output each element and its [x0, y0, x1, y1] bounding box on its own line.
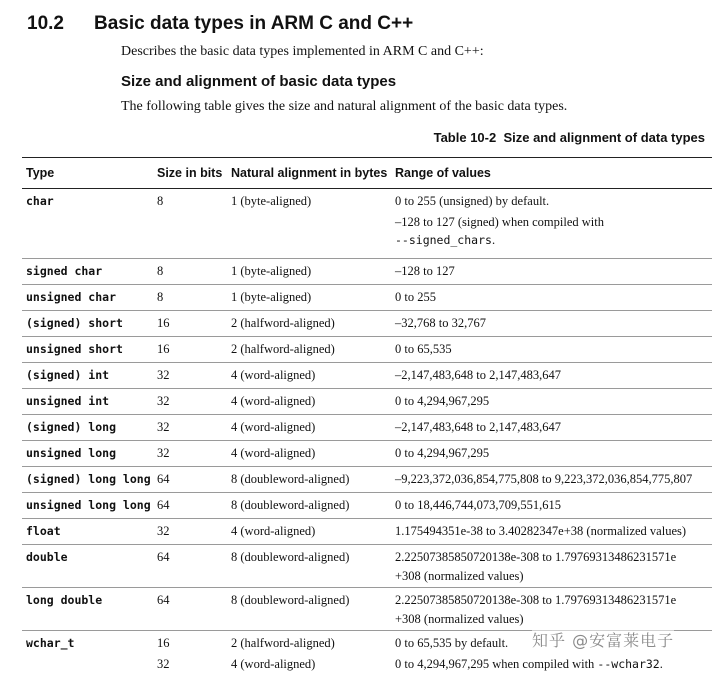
range-cell: 0 to 4,294,967,295	[391, 441, 712, 467]
type-cell: (signed) short	[22, 311, 153, 337]
size-cell: 32	[153, 389, 227, 415]
range-cell: 0 to 255	[391, 285, 712, 311]
section-description: Describes the basic data types implemented in ARM C and C++:	[121, 44, 484, 60]
size-cell: 8	[153, 285, 227, 311]
alignment-line: 2 (halfword-aligned)	[231, 636, 335, 650]
alignment-cell: 1 (byte-aligned)	[227, 285, 391, 311]
range-cell: 0 to 18,446,744,073,709,551,615	[391, 493, 712, 519]
size-cell: 64	[153, 588, 227, 631]
table-row	[22, 337, 712, 363]
range-cell: 0 to 65,535	[391, 337, 712, 363]
table-row	[22, 311, 712, 337]
subheading: Size and alignment of basic data types	[121, 73, 396, 90]
range-cell: –2,147,483,648 to 2,147,483,647	[391, 415, 712, 441]
type-cell: signed char	[22, 259, 153, 285]
size-line: 16	[157, 636, 170, 650]
range-line: 0 to 65,535 by default.	[395, 636, 508, 650]
range-cell: –9,223,372,036,854,775,808 to 9,223,372,036,854,775,807	[391, 467, 712, 493]
section-title: Basic data types in ARM C and C++	[94, 13, 413, 35]
table-caption	[434, 130, 705, 145]
alignment-line: 4 (word-aligned)	[231, 657, 387, 672]
alignment-cell: 8 (doubleword-aligned)	[227, 493, 391, 519]
table-row	[22, 415, 712, 441]
size-cell: 16	[153, 311, 227, 337]
type-cell: float	[22, 519, 153, 545]
range-text: 0 to 4,294,967,295 when compiled with	[395, 657, 594, 671]
type-cell: (signed) int	[22, 363, 153, 389]
size-cell: 32	[153, 363, 227, 389]
range-cell: –2,147,483,648 to 2,147,483,647	[391, 363, 712, 389]
table-header-row	[22, 158, 712, 189]
intro-text: The following table gives the size and natural alignment of the basic data types.	[121, 99, 567, 115]
range-line: 2.22507385850720138e-308 to 1.79769313486231571e	[395, 550, 676, 564]
range-line: –128 to 127 (signed) when compiled with	[395, 215, 708, 230]
size-cell: 8	[153, 259, 227, 285]
header-range: Range of values	[391, 158, 712, 189]
range-line: +308 (normalized values)	[395, 569, 708, 584]
type-cell: double	[22, 545, 153, 588]
table-row	[22, 519, 712, 545]
table-caption-label: Table 10-2	[434, 130, 497, 145]
type-cell: long double	[22, 588, 153, 631]
type-cell: char	[22, 189, 153, 259]
range-line	[395, 657, 708, 672]
type-cell: unsigned short	[22, 337, 153, 363]
alignment-cell: 1 (byte-aligned)	[227, 189, 391, 259]
alignment-cell: 1 (byte-aligned)	[227, 259, 391, 285]
range-code: --wchar32	[597, 657, 659, 671]
table-row	[22, 545, 712, 588]
header-type: Type	[22, 158, 153, 189]
alignment-cell: 2 (halfword-aligned)	[227, 337, 391, 363]
size-cell: 32	[153, 519, 227, 545]
alignment-cell: 8 (doubleword-aligned)	[227, 545, 391, 588]
table-row	[22, 441, 712, 467]
size-cell: 32	[153, 415, 227, 441]
alignment-cell: 8 (doubleword-aligned)	[227, 588, 391, 631]
data-types-table	[22, 157, 712, 684]
range-cell: –128 to 127	[391, 259, 712, 285]
size-cell: 64	[153, 545, 227, 588]
alignment-cell: 4 (word-aligned)	[227, 441, 391, 467]
range-period: .	[660, 657, 663, 671]
table-row	[22, 285, 712, 311]
range-cell: 1.175494351e-38 to 3.40282347e+38 (normalized values)	[391, 519, 712, 545]
header-size: Size in bits	[153, 158, 227, 189]
size-cell: 64	[153, 493, 227, 519]
type-cell: (signed) long	[22, 415, 153, 441]
table-row	[22, 259, 712, 285]
table-row	[22, 467, 712, 493]
table-row	[22, 363, 712, 389]
alignment-cell	[227, 631, 391, 684]
range-period: .	[492, 233, 495, 247]
alignment-cell: 4 (word-aligned)	[227, 389, 391, 415]
size-cell: 8	[153, 189, 227, 259]
table-row	[22, 493, 712, 519]
size-cell: 64	[153, 467, 227, 493]
watermark: 知乎 @安富莱电子	[532, 628, 674, 651]
range-line: 2.22507385850720138e-308 to 1.79769313486231571e	[395, 593, 676, 607]
type-cell: unsigned char	[22, 285, 153, 311]
type-cell: wchar_t	[22, 631, 153, 684]
size-cell: 16	[153, 337, 227, 363]
size-cell	[153, 631, 227, 684]
size-cell: 32	[153, 441, 227, 467]
table-row	[22, 389, 712, 415]
type-cell: (signed) long long	[22, 467, 153, 493]
range-cell	[391, 588, 712, 631]
alignment-cell: 4 (word-aligned)	[227, 363, 391, 389]
header-alignment: Natural alignment in bytes	[227, 158, 391, 189]
table-row	[22, 189, 712, 259]
range-line: 0 to 255 (unsigned) by default.	[395, 194, 549, 208]
type-cell: unsigned int	[22, 389, 153, 415]
range-cell	[391, 189, 712, 259]
type-cell: unsigned long	[22, 441, 153, 467]
range-code: --signed_chars	[395, 233, 492, 247]
size-line: 32	[157, 657, 223, 672]
alignment-cell: 2 (halfword-aligned)	[227, 311, 391, 337]
table-caption-title: Size and alignment of data types	[503, 130, 705, 145]
range-line: +308 (normalized values)	[395, 612, 708, 627]
range-line	[395, 233, 708, 248]
section-number: 10.2	[27, 13, 64, 35]
type-cell: unsigned long long	[22, 493, 153, 519]
alignment-cell: 8 (doubleword-aligned)	[227, 467, 391, 493]
range-cell: 0 to 4,294,967,295	[391, 389, 712, 415]
table-row	[22, 588, 712, 631]
alignment-cell: 4 (word-aligned)	[227, 415, 391, 441]
range-cell	[391, 545, 712, 588]
range-cell: –32,768 to 32,767	[391, 311, 712, 337]
alignment-cell: 4 (word-aligned)	[227, 519, 391, 545]
